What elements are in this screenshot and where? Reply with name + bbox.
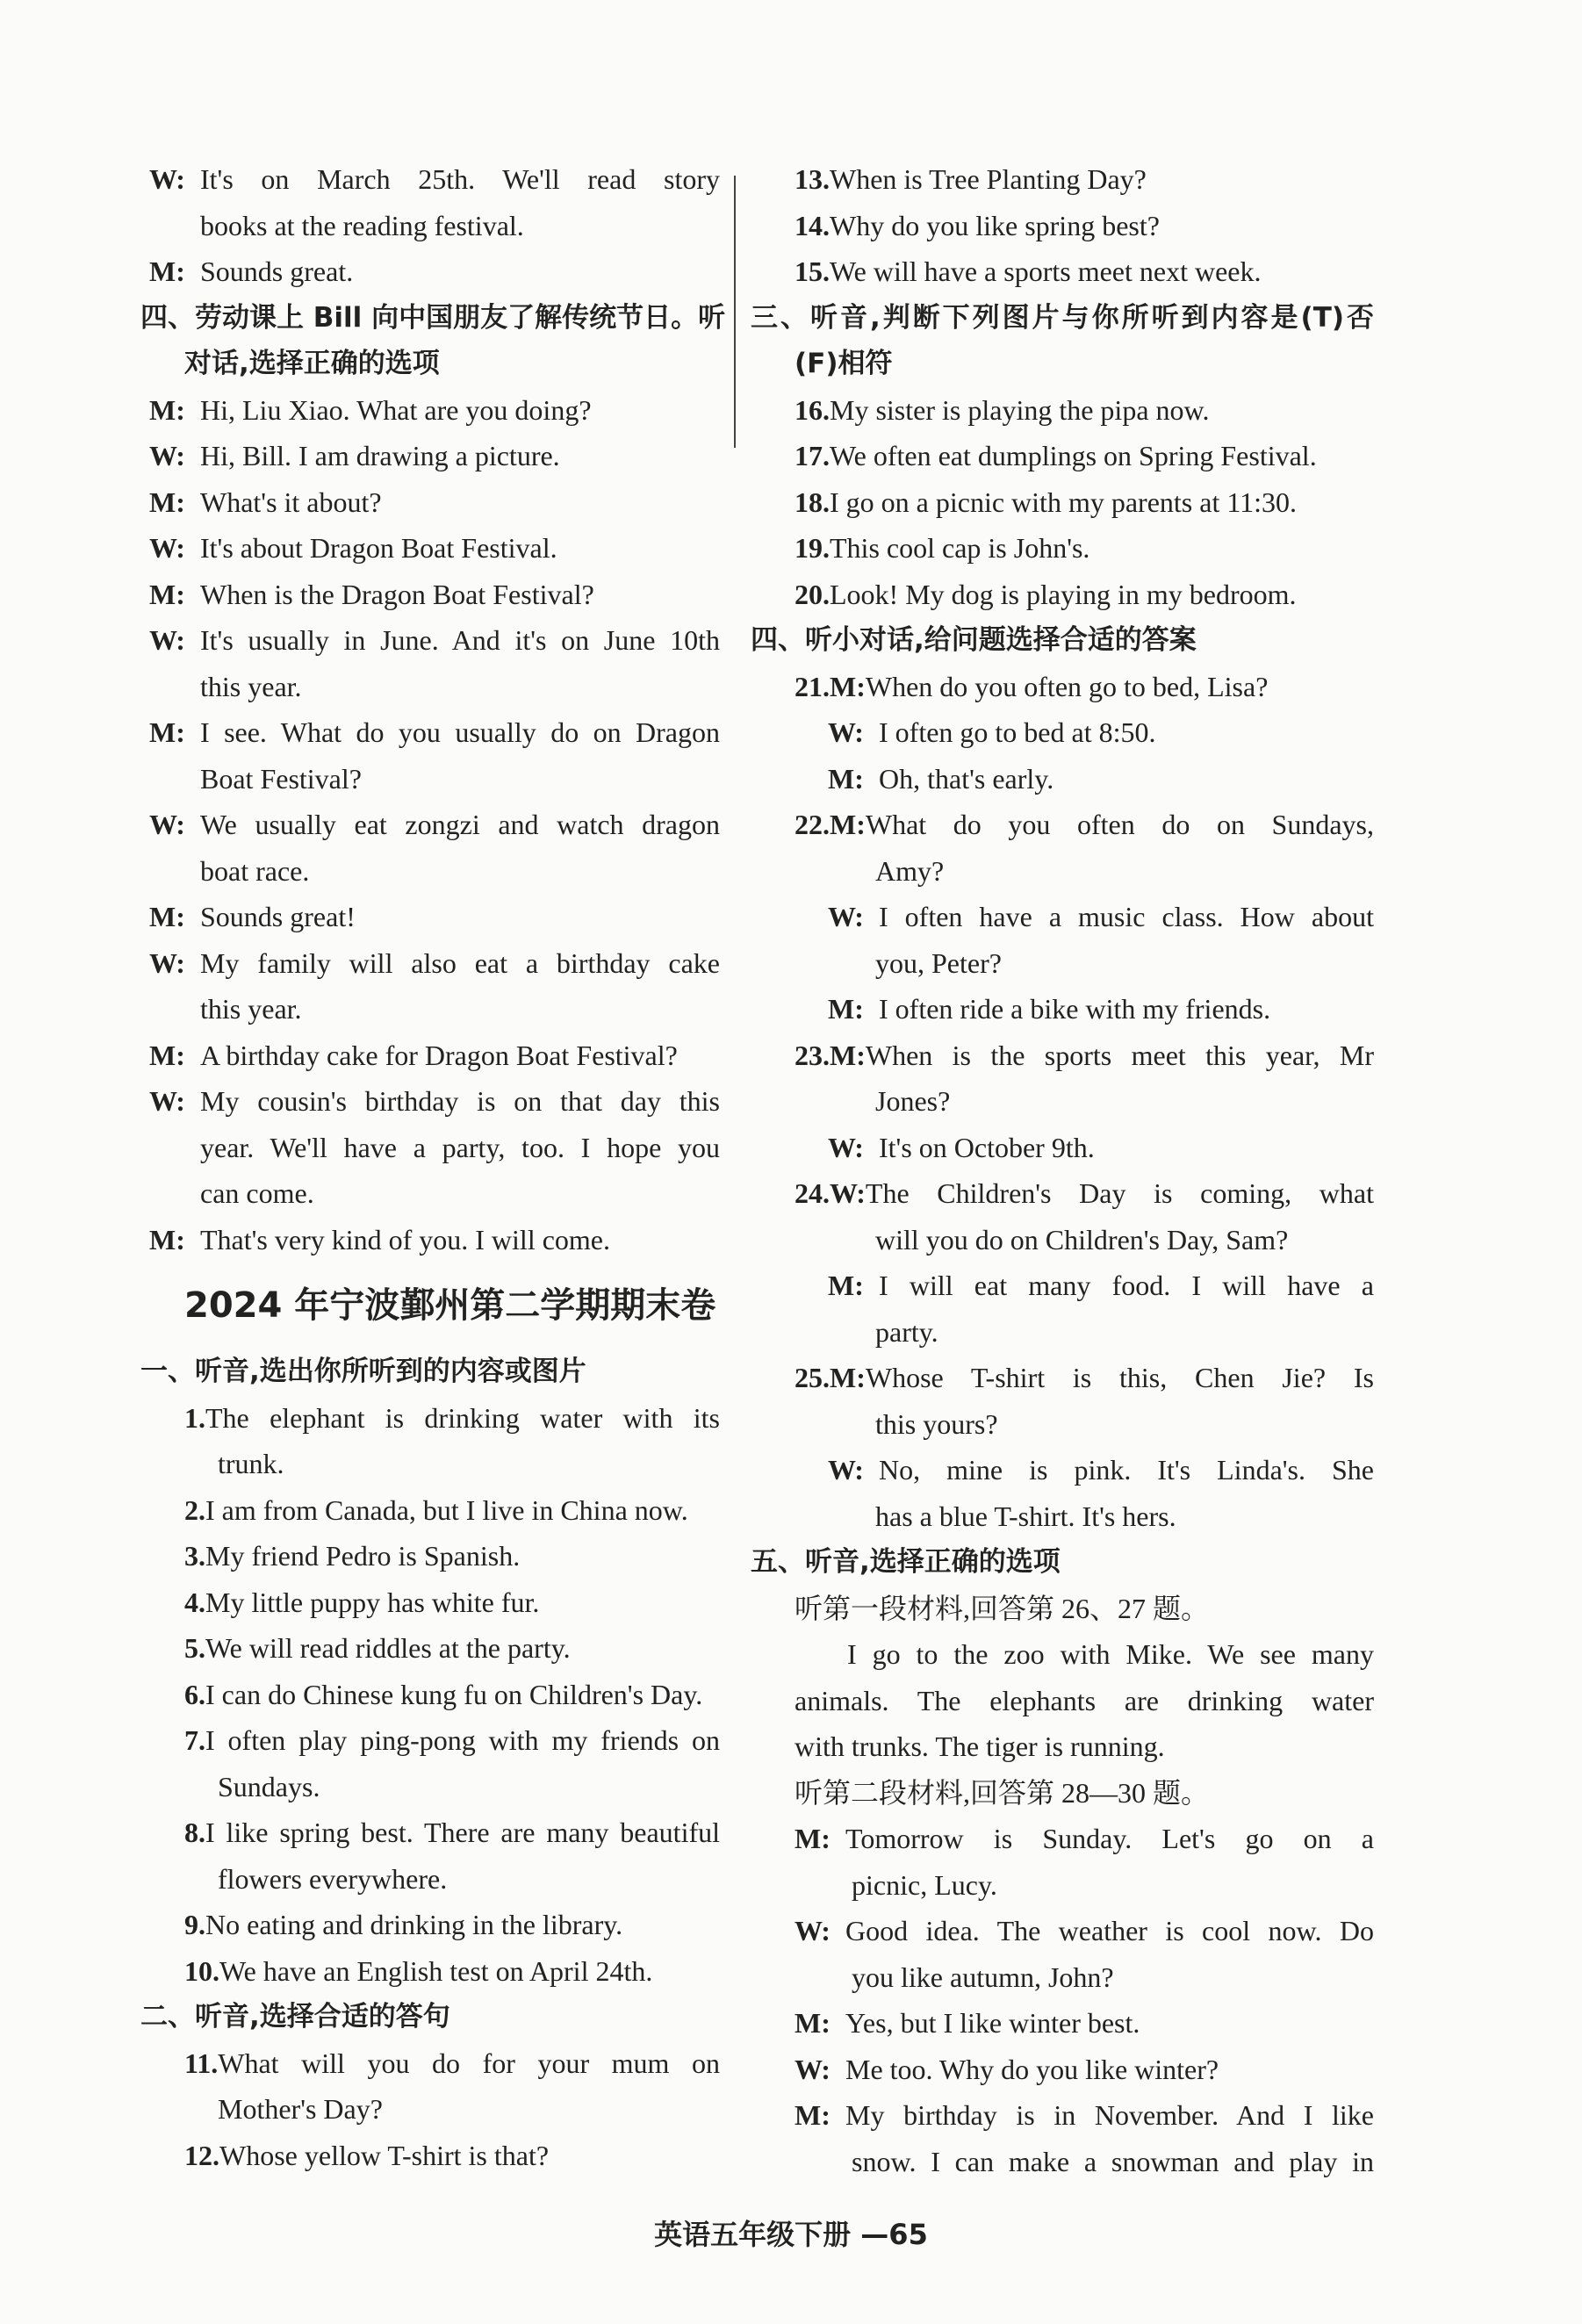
dialogue-text: My birthday is in November. And I like (845, 2099, 1374, 2131)
item-text: My little puppy has white fur. (205, 1586, 540, 1618)
text-line: Mother's Day? (218, 2093, 383, 2125)
text-line: Sundays. (218, 1770, 320, 1802)
text-line: this yours? (875, 1407, 998, 1440)
section-heading: 对话,选择正确的选项 (184, 348, 440, 379)
dialogue-text: We usually eat zongzi and watch dragon (200, 809, 720, 840)
text-line: this year. (200, 993, 302, 1025)
item-text: My friend Pedro is Spanish. (205, 1540, 521, 1572)
section-heading: 四、听小对话,给问题选择合适的答案 (751, 624, 1197, 656)
speaker-label: W: (149, 532, 185, 564)
text-line: party. (875, 1315, 938, 1348)
item-text: When is Tree Planting Day? (830, 163, 1147, 195)
column-divider (734, 176, 736, 448)
section-heading: 四、劳动课上 Bill 向中国朋友了解传统节日。听 (140, 301, 726, 334)
item-text: We will have a sports meet next week. (830, 255, 1262, 287)
dialogue-line (751, 1908, 1374, 1954)
dialogue-line (751, 756, 1374, 802)
numbered-item (140, 2133, 720, 2179)
item-number: 2. (184, 1493, 205, 1526)
item-text: I am from Canada, but I live in China now. (205, 1493, 688, 1526)
numbered-item (751, 387, 1374, 434)
dialogue-text: What's it about? (200, 486, 382, 518)
speaker-label: M: (149, 716, 185, 748)
dialogue-text: No, mine is pink. It's Linda's. She (879, 1454, 1374, 1486)
text-line: this year. (200, 670, 302, 702)
item-text: I like spring best. There are many beautiful (205, 1817, 720, 1848)
item-text: We have an English test on April 24th. (219, 1954, 653, 1987)
item-number: 6. (184, 1678, 205, 1710)
text-line: Jones? (875, 1085, 951, 1117)
speaker-label: M: (795, 2007, 831, 2039)
item-number: 12. (184, 2139, 219, 2171)
numbered-item (751, 433, 1374, 479)
numbered-item (751, 1170, 1374, 1217)
text-line: year. We'll have a party, too. I hope you (200, 1131, 720, 1163)
numbered-item (751, 802, 1374, 848)
dialogue-line (140, 709, 720, 756)
speaker-label: M: (149, 255, 185, 287)
section-heading: 三、听音,判断下列图片与你所听到内容是(T)否 (751, 301, 1374, 334)
item-text: My sister is playing the pipa now. (830, 393, 1210, 426)
item-text: I can do Chinese kung fu on Children's Day. (205, 1678, 703, 1710)
dialogue-text: It's usually in June. And it's on June 10th (200, 624, 720, 656)
speaker-label: W: (828, 1131, 864, 1163)
numbered-item (140, 2040, 720, 2087)
speaker-label: W: (828, 901, 864, 932)
dialogue-line (751, 2047, 1374, 2093)
dialogue-line (751, 2000, 1374, 2047)
text-line: with trunks. The tiger is running. (795, 1730, 1165, 1762)
numbered-item (140, 1810, 720, 1856)
dialogue-line (751, 986, 1374, 1032)
dialogue-text: I often have a music class. How about (879, 901, 1374, 932)
dialogue-line (140, 1032, 720, 1079)
section-heading: 二、听音,选择合适的答句 (140, 2001, 450, 2033)
item-text: Whose T-shirt is this, Chen Jie? Is (865, 1362, 1374, 1393)
dialogue-text: Hi, Bill. I am drawing a picture. (200, 440, 560, 471)
dialogue-line (140, 617, 720, 664)
speaker-label: W: (828, 716, 864, 748)
item-text: This cool cap is John's. (830, 532, 1090, 564)
speaker-label: W: (149, 946, 185, 979)
dialogue-text: Sounds great. (200, 255, 354, 287)
speaker-label: M: (795, 1823, 831, 1854)
numbered-item (751, 525, 1374, 572)
item-text: When do you often go to bed, Lisa? (865, 670, 1269, 702)
numbered-item (140, 1717, 720, 1764)
numbered-item (751, 203, 1374, 249)
dialogue-line (140, 572, 720, 618)
speaker-label: W: (149, 163, 185, 195)
item-text: We will read riddles at the party. (205, 1632, 571, 1664)
dialogue-line (140, 248, 720, 295)
item-number: 9. (184, 1909, 205, 1940)
numbered-item (140, 1902, 720, 1948)
text-line: you, Peter? (875, 946, 1002, 979)
item-number: 3. (184, 1540, 205, 1572)
item-text: We often eat dumplings on Spring Festival. (830, 440, 1317, 471)
right-column (751, 156, 1374, 2184)
dialogue-text: It's on October 9th. (879, 1131, 1095, 1163)
section-heading: 五、听音,选择正确的选项 (751, 1546, 1061, 1578)
speaker-label: M: (828, 993, 864, 1025)
dialogue-line (751, 894, 1374, 940)
dialogue-text: My family will also eat a birthday cake (200, 946, 720, 979)
speaker-label: M: (828, 1270, 864, 1301)
text-line: 听第二段材料,回答第 28—30 题。 (795, 1776, 1210, 1809)
numbered-item (751, 156, 1374, 203)
section-heading: 一、听音,选出你所听到的内容或图片 (140, 1356, 586, 1387)
dialogue-line (751, 1125, 1374, 1171)
item-number: 22.M: (795, 809, 866, 840)
item-number: 24.W: (795, 1177, 866, 1209)
exam-title: 2024 年宁波鄞州第二学期期末卷 (184, 1285, 716, 1326)
dialogue-text: It's on March 25th. We'll read story (200, 163, 720, 195)
speaker-label: W: (795, 2053, 831, 2085)
dialogue-line (140, 802, 720, 848)
dialogue-line (140, 940, 720, 987)
text-line: has a blue T-shirt. It's hers. (875, 1500, 1176, 1532)
speaker-label: M: (795, 2099, 831, 2131)
dialogue-text: Tomorrow is Sunday. Let's go on a (845, 1823, 1374, 1854)
item-text: What will you do for your mum on (218, 2047, 720, 2079)
text-line: can come. (200, 1177, 314, 1209)
numbered-item (751, 664, 1374, 710)
speaker-label: W: (149, 1085, 185, 1117)
dialogue-line (751, 1816, 1374, 1862)
dialogue-line (140, 479, 720, 526)
numbered-item (140, 1948, 720, 1995)
item-text: Why do you like spring best? (830, 209, 1160, 241)
item-text: The elephant is drinking water with its (205, 1401, 720, 1434)
dialogue-text: A birthday cake for Dragon Boat Festival? (200, 1039, 678, 1071)
dialogue-line (140, 156, 720, 203)
item-number: 7. (184, 1724, 205, 1756)
item-text: The Children's Day is coming, what (865, 1177, 1374, 1209)
text-line: will you do on Children's Day, Sam? (875, 1223, 1289, 1256)
speaker-label: W: (149, 809, 185, 840)
numbered-item (140, 1672, 720, 1718)
dialogue-line (751, 1263, 1374, 1309)
item-number: 13. (795, 163, 830, 195)
numbered-item (751, 1032, 1374, 1079)
numbered-item (140, 1533, 720, 1579)
speaker-label: M: (149, 1223, 185, 1256)
dialogue-line (140, 525, 720, 572)
text-line: flowers everywhere. (218, 1862, 448, 1895)
item-text: Look! My dog is playing in my bedroom. (830, 578, 1297, 610)
text-line: you like autumn, John? (852, 1961, 1114, 1993)
dialogue-line (140, 1078, 720, 1125)
dialogue-text: I see. What do you usually do on Dragon (200, 716, 720, 748)
speaker-label: M: (828, 762, 864, 795)
dialogue-text: Sounds great! (200, 901, 356, 932)
speaker-label: W: (149, 440, 185, 471)
item-number: 1. (184, 1401, 205, 1434)
text-line: boat race. (200, 854, 310, 887)
numbered-item (140, 1579, 720, 1626)
dialogue-text: I will eat many food. I will have a (879, 1270, 1374, 1301)
text-line: Amy? (875, 854, 945, 887)
dialogue-text: Me too. Why do you like winter? (845, 2053, 1219, 2085)
dialogue-line (140, 387, 720, 434)
speaker-label: M: (149, 578, 185, 610)
item-number: 25.M: (795, 1362, 866, 1393)
item-number: 4. (184, 1586, 205, 1618)
dialogue-line (751, 2092, 1374, 2139)
section-heading: (F)相符 (795, 348, 893, 379)
speaker-label: M: (149, 486, 185, 518)
item-text: Whose yellow T-shirt is that? (219, 2139, 550, 2171)
numbered-item (751, 1355, 1374, 1401)
item-number: 23.M: (795, 1039, 866, 1071)
dialogue-line (140, 894, 720, 940)
numbered-item (751, 572, 1374, 618)
item-text: I go on a picnic with my parents at 11:30. (830, 486, 1298, 518)
item-number: 19. (795, 532, 830, 564)
dialogue-line (751, 1447, 1374, 1493)
text-line: picnic, Lucy. (852, 1868, 997, 1901)
item-number: 21.M: (795, 670, 866, 702)
numbered-item (140, 1395, 720, 1442)
speaker-label: W: (795, 1915, 831, 1946)
dialogue-text: Oh, that's early. (879, 762, 1054, 795)
text-line: 听第一段材料,回答第 26、27 题。 (795, 1592, 1210, 1624)
dialogue-text: I often go to bed at 8:50. (879, 716, 1156, 748)
speaker-label: M: (149, 1039, 185, 1071)
dialogue-text: That's very kind of you. I will come. (200, 1223, 610, 1256)
dialogue-text: It's about Dragon Boat Festival. (200, 532, 557, 564)
dialogue-text: Hi, Liu Xiao. What are you doing? (200, 393, 592, 426)
text-line: books at the reading festival. (200, 209, 524, 241)
dialogue-text: My cousin's birthday is on that day this (200, 1085, 720, 1117)
text-line: snow. I can make a snowman and play in (852, 2145, 1374, 2177)
speaker-label: M: (149, 393, 185, 426)
item-text: When is the sports meet this year, Mr (865, 1039, 1374, 1071)
numbered-item (751, 479, 1374, 526)
text-line: Boat Festival? (200, 762, 362, 795)
dialogue-line (140, 433, 720, 479)
item-number: 5. (184, 1632, 205, 1664)
dialogue-text: Yes, but I like winter best. (845, 2007, 1140, 2039)
item-number: 20. (795, 578, 830, 610)
speaker-label: W: (828, 1454, 864, 1486)
item-text: No eating and drinking in the library. (205, 1909, 623, 1940)
numbered-item (140, 1625, 720, 1672)
item-text: What do you often do on Sundays, (865, 809, 1374, 840)
left-column (140, 156, 726, 2178)
item-number: 14. (795, 209, 830, 241)
text-line: trunk. (218, 1448, 284, 1479)
item-number: 10. (184, 1954, 219, 1987)
dialogue-line (140, 1217, 720, 1263)
numbered-item (751, 248, 1374, 295)
numbered-item (140, 1487, 720, 1534)
dialogue-text: I often ride a bike with my friends. (879, 993, 1271, 1025)
speaker-label: W: (149, 624, 185, 656)
item-number: 11. (184, 2047, 219, 2079)
text-line: I go to the zoo with Mike. We see many (847, 1638, 1374, 1670)
item-number: 15. (795, 255, 830, 287)
item-number: 17. (795, 440, 830, 471)
page-footer: 英语五年级下册 —65 (654, 2218, 928, 2251)
item-number: 18. (795, 486, 830, 518)
item-number: 8. (184, 1817, 205, 1848)
item-text: I often play ping-pong with my friends on (205, 1724, 720, 1756)
dialogue-line (751, 709, 1374, 756)
dialogue-text: Good idea. The weather is cool now. Do (845, 1915, 1374, 1946)
speaker-label: M: (149, 901, 185, 932)
text-line: animals. The elephants are drinking water (795, 1684, 1374, 1716)
dialogue-text: When is the Dragon Boat Festival? (200, 578, 594, 610)
item-number: 16. (795, 393, 830, 426)
